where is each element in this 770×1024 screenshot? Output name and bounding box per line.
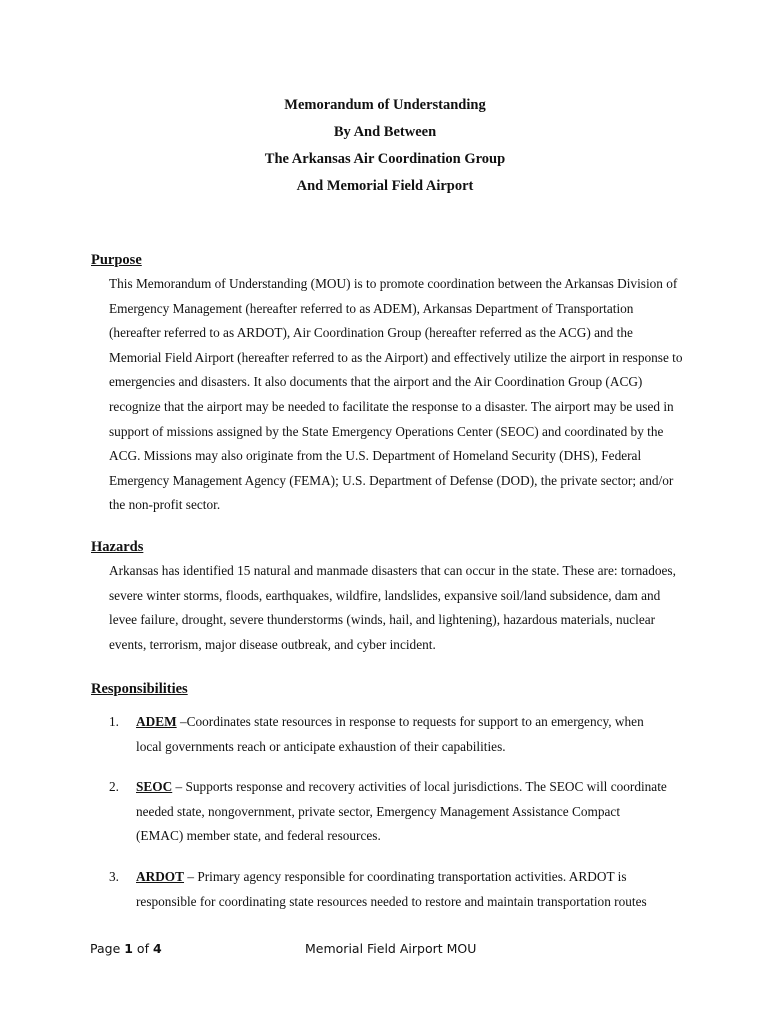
- purpose-text: This Memorandum of Understanding (MOU) is to promote coordination between the Arkansas Division of Emergency Management (hereafter referred to as ADEM), Arkansas Department of Transportation (hereafter referred to as ARDOT), Air Coordination Group (hereafter referred as the ACG) and the Memorial Field Airport (hereafter referred to as the Airport) and effectively utilize the airport in response to emergencies and disasters. It also documents that the airport and the Air Coordination Group (ACG) recognize that the airport may be needed to facilitate the response to a disaster. The airport may be used in support of missions assigned by the State Emergency Operations Center (SEOC) and coordinated by the ACG. Missions may also originate from the U.S. Department of Homeland Security (DHS), Federal Emergency Management Agency (FEMA); U.S. Department of Defense (DOD), the private sector; and/or the non-profit sector.: [109, 276, 683, 513]
- list-item-text: –Coordinates state resources in response to requests for support to an emergency, when local governments reach or anticipate exhaustion of their capabilities.: [136, 714, 644, 754]
- list-item: [109, 775, 669, 849]
- footer-document-title: Memorial Field Airport MOU: [305, 941, 477, 956]
- responsibilities-heading: Responsibilities: [91, 681, 188, 697]
- purpose-heading: Purpose: [91, 252, 142, 268]
- list-item: [109, 865, 669, 914]
- list-item-text: – Primary agency responsible for coordinating transportation activities. ARDOT is responsible for coordinating state resources needed to restore and maintain transportation routes: [136, 868, 647, 909]
- list-item-number: 1.: [109, 714, 119, 729]
- list-item: [109, 710, 669, 759]
- list-item-term: ADEM: [136, 714, 177, 729]
- document-title: [0, 92, 770, 200]
- hazards-heading: Hazards: [91, 539, 144, 555]
- hazards-text: Arkansas has identified 15 natural and manmade disasters that can occur in the state. These are: tornadoes, severe winter storms, floods, earthquakes, wildfire, landslides, expansive soil/land subsidence, dam and levee failure, drought, severe thunderstorms (winds, hail, and lightening), hazardous materials, nuclear events, terrorism, major disease outbreak, and cyber incident.: [109, 563, 676, 652]
- responsibilities-list: [109, 710, 669, 930]
- title-line-4: And Memorial Field Airport: [296, 178, 474, 194]
- list-item-term: SEOC: [136, 779, 173, 795]
- list-item-number: 2.: [109, 779, 119, 795]
- title-line-2: By And Between: [333, 124, 437, 140]
- list-item-term: ARDOT: [136, 868, 185, 884]
- list-item-number: 3.: [109, 868, 119, 884]
- list-item-text: – Supports response and recovery activities of local jurisdictions. The SEOC will coordinate needed state, nongovernment, private sector, Emergency Management Assistance Compact (EMAC) member state, and federal resources.: [136, 779, 667, 844]
- title-line-3: The Arkansas Air Coordination Group: [264, 151, 506, 167]
- page-number: Page 1 of 4: [90, 941, 162, 956]
- hazards-section: [91, 537, 691, 657]
- responsibilities-section: [91, 679, 691, 699]
- title-line-1: Memorandum of Understanding: [284, 97, 486, 113]
- purpose-section: [91, 250, 691, 518]
